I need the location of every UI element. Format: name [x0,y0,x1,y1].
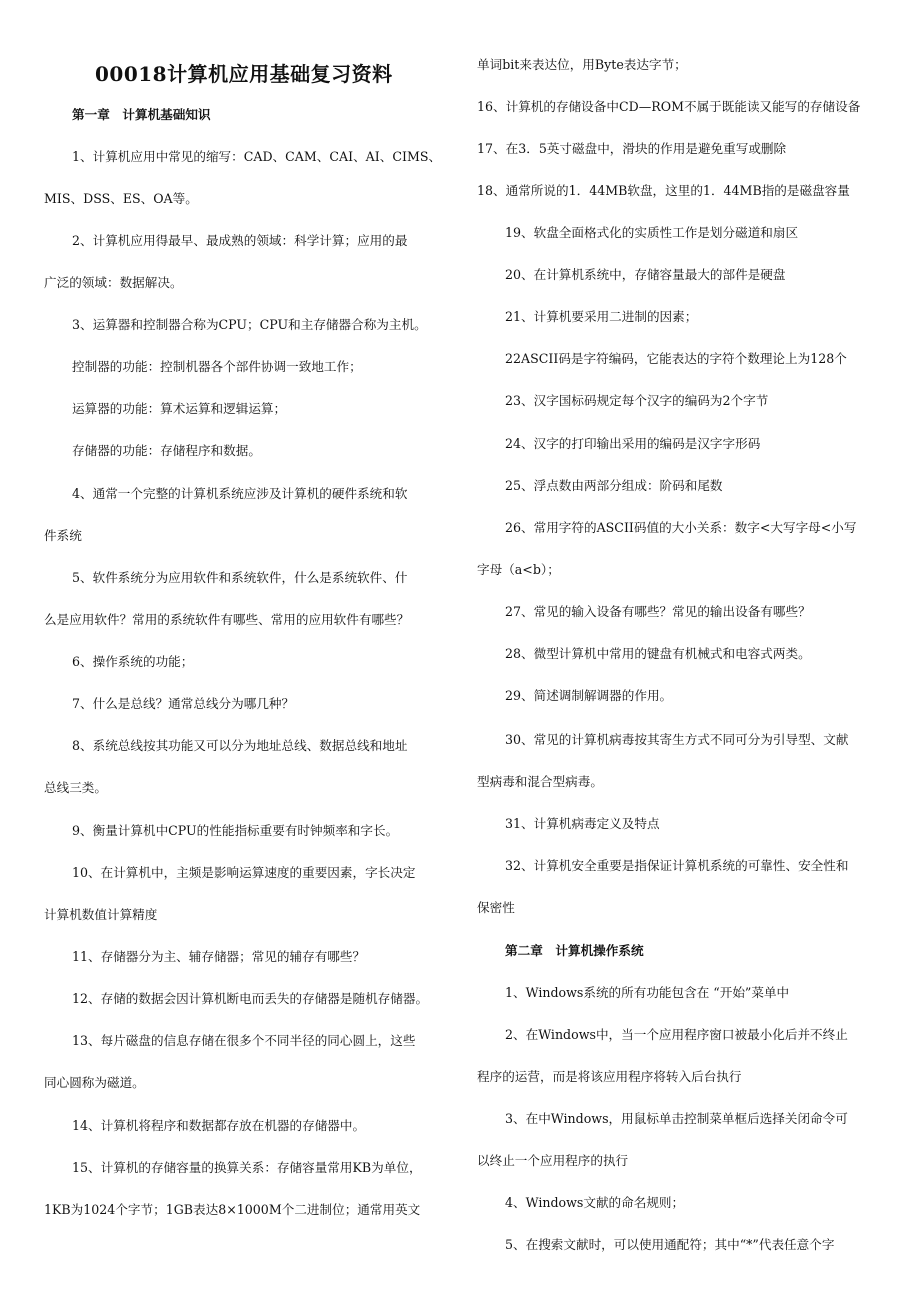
left-text-line: 存储器的功能：存储程序和数据。 [72,443,261,458]
right-text-line: 29、简述调制解调器的作用。 [505,688,673,703]
document-title: 00018计算机应用基础复习资料 [95,62,393,86]
left-text-line: 同心圆称为磁道。 [44,1075,145,1090]
right-text-line: 以终止一个应用程序的执行 [477,1153,629,1168]
right-text-line: 27、常见的输入设备有哪些？常见的输出设备有哪些？ [505,604,811,619]
left-text-line: 广泛的领域：数据解决。 [44,275,183,290]
right-text-line: 3、在中Windows，用鼠标单击控制菜单框后选择关闭命令可 [505,1111,848,1126]
right-text-line: 28、微型计算机中常用的键盘有机械式和电容式两类。 [505,646,811,661]
left-text-line: 10、在计算机中，主频是影响运算速度的重要因素，字长决定 [72,865,416,880]
left-text-line: 7、什么是总线？通常总线分为哪几种？ [72,696,295,711]
left-text-line: 12、存储的数据会因计算机断电而丢失的存储器是随机存储器。 [72,991,429,1006]
chapter-heading: 第一章 计算机基础知识 [72,107,211,122]
right-text-line: 程序的运营，而是将该应用程序将转入后台执行 [477,1069,742,1084]
right-text-line: 21、计算机要采用二进制的因素； [505,309,698,324]
right-text-line: 26、常用字符的ASCII码值的大小关系：数字<大写字母<小写 [505,520,857,535]
left-text-line: 13、每片磁盘的信息存储在很多个不同半径的同心圆上，这些 [72,1033,416,1048]
left-text-line: 总线三类。 [44,780,107,795]
right-text-line: 18、通常所说的1．44MB软盘，这里的1．44MB指的是磁盘容量 [477,183,850,198]
left-text-line: 14、计算机将程序和数据都存放在机器的存储器中。 [72,1118,366,1133]
left-text-line: 运算器的功能：算术运算和逻辑运算； [72,401,287,416]
left-text-line: 6、操作系统的功能； [72,654,194,669]
right-text-line: 17、在3．5英寸磁盘中，滑块的作用是避免重写或删除 [477,141,787,156]
right-text-line: 23、汉字国标码规定每个汉字的编码为2个字节 [505,393,769,408]
right-text-line: 单词bit来表达位，用Byte表达字节； [477,57,687,72]
right-text-line: 25、浮点数由两部分组成：阶码和尾数 [505,478,723,493]
left-text-line: 8、系统总线按其功能又可以分为地址总线、数据总线和地址 [72,738,408,753]
right-text-line: 16、计算机的存储设备中CD—ROM不属于既能读又能写的存储设备 [477,99,861,114]
left-text-line: 1、计算机应用中常见的缩写：CAD、CAM、CAI、AI、CIMS、 [72,149,442,164]
right-text-line: 22ASCII码是字符编码，它能表达的字符个数理论上为128个 [505,351,847,366]
left-text-line: 1KB为1024个字节；1GB表达8×1000M个二进制位；通常用英文 [44,1202,421,1217]
left-text-line: 15、计算机的存储容量的换算关系：存储容量常用KB为单位， [72,1160,422,1175]
right-text-line: 32、计算机安全重要是指保证计算机系统的可靠性、安全性和 [505,858,849,873]
left-text-line: 9、衡量计算机中CPU的性能指标重要有时钟频率和字长。 [72,823,399,838]
left-text-line: 4、通常一个完整的计算机系统应涉及计算机的硬件系统和软 [72,486,408,501]
right-text-line: 1、Windows系统的所有功能包含在 “开始”菜单中 [505,985,790,1000]
right-text-line: 5、在搜索文献时，可以使用通配符；其中“*”代表任意个字 [505,1237,835,1252]
left-text-line: 3、运算器和控制器合称为CPU；CPU和主存储器合称为主机。 [72,317,427,332]
right-text-line: 24、汉字的打印输出采用的编码是汉字字形码 [505,436,761,451]
right-text-line: 4、Windows文献的命名规则； [505,1195,685,1210]
right-text-line: 19、软盘全面格式化的实质性工作是划分磁道和扇区 [505,225,799,240]
left-text-line: 件系统 [44,528,82,543]
left-text-line: 2、计算机应用得最早、最成熟的领域：科学计算；应用的最 [72,233,408,248]
left-text-line: 么是应用软件？常用的系统软件有哪些、常用的应用软件有哪些？ [44,612,410,627]
chapter-heading: 第二章 计算机操作系统 [505,943,644,958]
left-text-line: 计算机数值计算精度 [44,907,158,922]
right-text-line: 型病毒和混合型病毒。 [477,774,603,789]
left-text-line: MIS、DSS、ES、OA等。 [44,191,198,206]
left-text-line: 5、软件系统分为应用软件和系统软件，什么是系统软件、什 [72,570,408,585]
right-text-line: 字母（a<b）； [477,562,560,577]
left-text-line: 11、存储器分为主、辅存储器；常见的辅存有哪些？ [72,949,366,964]
right-text-line: 2、在Windows中，当一个应用程序窗口被最小化后并不终止 [505,1027,848,1042]
right-text-line: 31、计算机病毒定义及特点 [505,816,660,831]
right-text-line: 保密性 [477,900,515,915]
right-text-line: 20、在计算机系统中，存储容量最大的部件是硬盘 [505,267,786,282]
left-text-line: 控制器的功能：控制机器各个部件协调一致地工作； [72,359,362,374]
right-text-line: 30、常见的计算机病毒按其寄生方式不同可分为引导型、文献 [505,732,849,747]
